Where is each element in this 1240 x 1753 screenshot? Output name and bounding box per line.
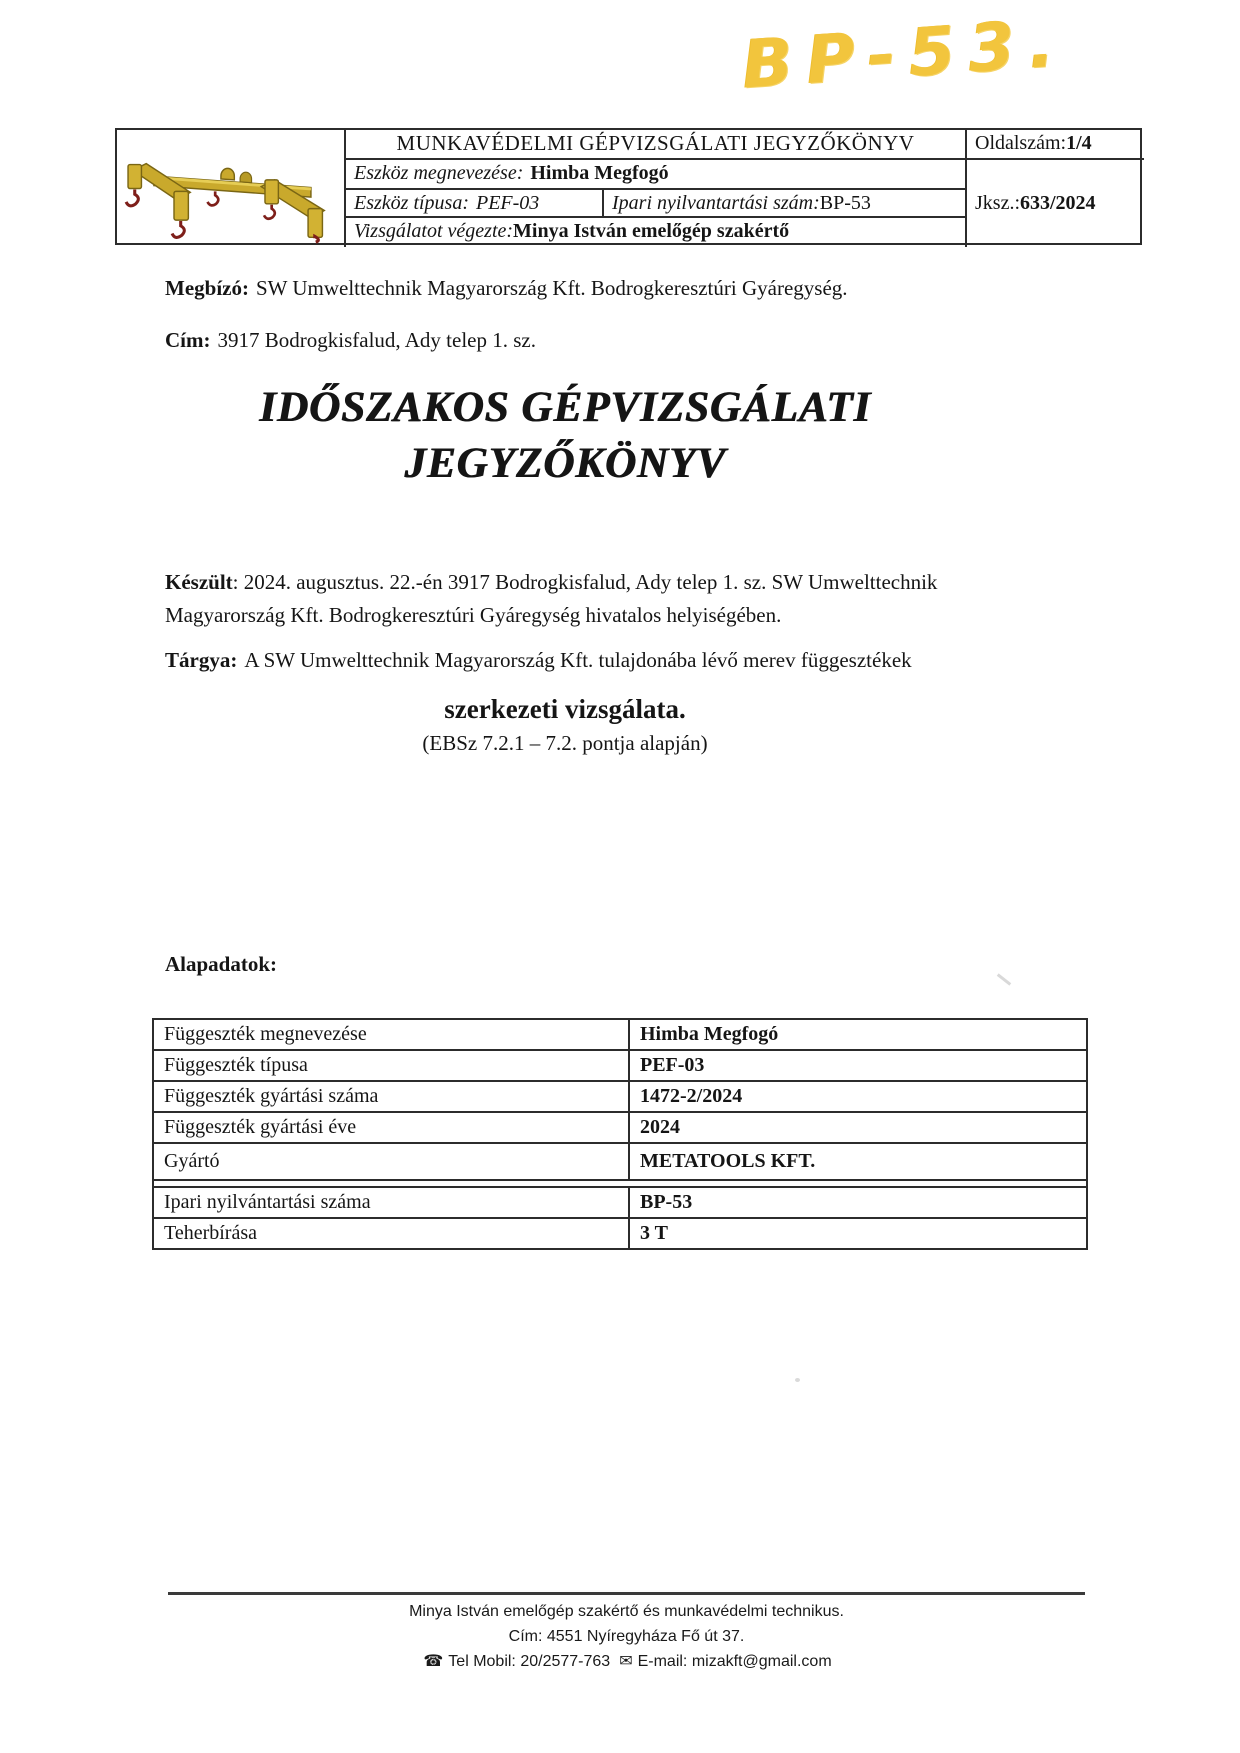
footer bbox=[168, 1599, 1085, 1674]
footer-email: E-mail: mizakft@gmail.com bbox=[637, 1653, 832, 1670]
table-row bbox=[154, 1144, 1086, 1181]
jksz-value: 633/2024 bbox=[1020, 192, 1096, 214]
row-value: 3 T bbox=[640, 1222, 668, 1244]
footer-line1: Minya István emelőgép szakértő és munkavédelmi technikus. bbox=[409, 1603, 844, 1620]
made-text: : 2024. augusztus. 22.-én 3917 Bodrogkisfalud, Ady telep 1. sz. SW Umwelttechnik Magyarország Kft. Bodrogkeresztúri Gyáregység hivatalos helyiségében. bbox=[165, 570, 938, 627]
inspector-label: Vizsgálatot végezte: bbox=[354, 220, 514, 242]
row-value: METATOOLS KFT. bbox=[640, 1150, 816, 1172]
header-device-type bbox=[346, 190, 604, 218]
registry-value: BP-53 bbox=[819, 192, 871, 214]
basic-data-table bbox=[152, 1018, 1088, 1250]
row-label: Függeszték megnevezése bbox=[154, 1020, 630, 1049]
row-label: Függeszték gyártási éve bbox=[154, 1113, 630, 1142]
row-label: Függeszték gyártási száma bbox=[154, 1082, 630, 1111]
table-row bbox=[154, 1219, 1086, 1248]
client-value: SW Umwelttechnik Magyarország Kft. Bodrogkeresztúri Gyáregység. bbox=[255, 276, 848, 300]
handwritten-annotation: BP-53. bbox=[739, 3, 1071, 104]
table-row bbox=[154, 1082, 1086, 1113]
row-label: Függeszték típusa bbox=[154, 1051, 630, 1080]
subject-label: Tárgya: bbox=[165, 648, 238, 672]
jksz-label: Jksz.: bbox=[975, 192, 1020, 214]
table-row bbox=[154, 1113, 1086, 1144]
header-table bbox=[115, 128, 1142, 245]
footer-phone: Tel Mobil: 20/2577-763 bbox=[448, 1653, 611, 1670]
row-value: 1472-2/2024 bbox=[640, 1085, 743, 1107]
address-value: 3917 Bodrogkisfalud, Ady telep 1. sz. bbox=[217, 328, 536, 352]
lifting-beam-logo-icon bbox=[119, 132, 342, 245]
subject-line bbox=[165, 648, 912, 673]
subject-text: A SW Umwelttechnik Magyarország Kft. tulajdonába lévő merev függesztékek bbox=[244, 648, 912, 672]
row-value: 2024 bbox=[640, 1116, 680, 1138]
registry-label: Ipari nyilvantartási szám: bbox=[612, 192, 820, 214]
page-label: Oldalszám: bbox=[975, 132, 1067, 154]
basic-data-heading: Alapadatok: bbox=[165, 952, 278, 976]
device-name-value: Himba Megfogó bbox=[530, 162, 669, 184]
table-row bbox=[154, 1020, 1086, 1051]
header-title: MUNKAVÉDELMI GÉPVIZSGÁLATI JEGYZŐKÖNYV bbox=[346, 130, 967, 160]
phone-icon: ☎ bbox=[423, 1653, 444, 1670]
footer-line3 bbox=[168, 1649, 1085, 1674]
logo-cell bbox=[117, 130, 346, 247]
row-value: Himba Megfogó bbox=[640, 1023, 779, 1045]
header-jksz bbox=[967, 160, 1144, 247]
table-row bbox=[154, 1186, 1086, 1219]
table-row bbox=[154, 1051, 1086, 1082]
header-registry-number bbox=[604, 190, 967, 218]
page-value: 1/4 bbox=[1066, 132, 1092, 154]
row-value: BP-53 bbox=[640, 1191, 693, 1213]
device-name-label: Eszköz megnevezése: bbox=[354, 162, 524, 184]
subject-center-line: szerkezeti vizsgálata. bbox=[444, 694, 686, 724]
main-title-line2: JEGYZŐKÖNYV bbox=[404, 440, 726, 487]
device-type-label: Eszköz típusa: bbox=[354, 192, 469, 214]
device-type-value: PEF-03 bbox=[476, 192, 540, 214]
row-label: Teherbírása bbox=[154, 1219, 630, 1248]
address-label: Cím: bbox=[165, 328, 211, 352]
inspector-value: Minya István emelőgép szakértő bbox=[513, 220, 790, 242]
header-device-name bbox=[346, 160, 967, 190]
address-line bbox=[165, 328, 536, 353]
main-title-line1: IDŐSZAKOS GÉPVIZSGÁLATI bbox=[258, 384, 871, 431]
row-value: PEF-03 bbox=[640, 1054, 705, 1076]
row-label: Gyártó bbox=[154, 1144, 630, 1179]
client-label: Megbízó: bbox=[165, 276, 249, 300]
scan-artifact bbox=[795, 1378, 800, 1382]
header-inspector bbox=[346, 218, 967, 247]
made-label: Készült bbox=[165, 570, 233, 594]
regulation-reference: (EBSz 7.2.1 – 7.2. pontja alapján) bbox=[422, 731, 708, 755]
header-page-number bbox=[967, 130, 1144, 160]
envelope-icon: ✉ bbox=[619, 1653, 633, 1670]
footer-line2: Cím: 4551 Nyíregyháza Fő út 37. bbox=[508, 1628, 745, 1645]
scan-artifact bbox=[997, 973, 1011, 985]
footer-divider bbox=[168, 1592, 1085, 1595]
document-main-title bbox=[115, 380, 1015, 492]
client-line bbox=[165, 276, 848, 301]
made-at-paragraph bbox=[165, 566, 980, 632]
row-label: Ipari nyilvántartási száma bbox=[154, 1188, 630, 1217]
